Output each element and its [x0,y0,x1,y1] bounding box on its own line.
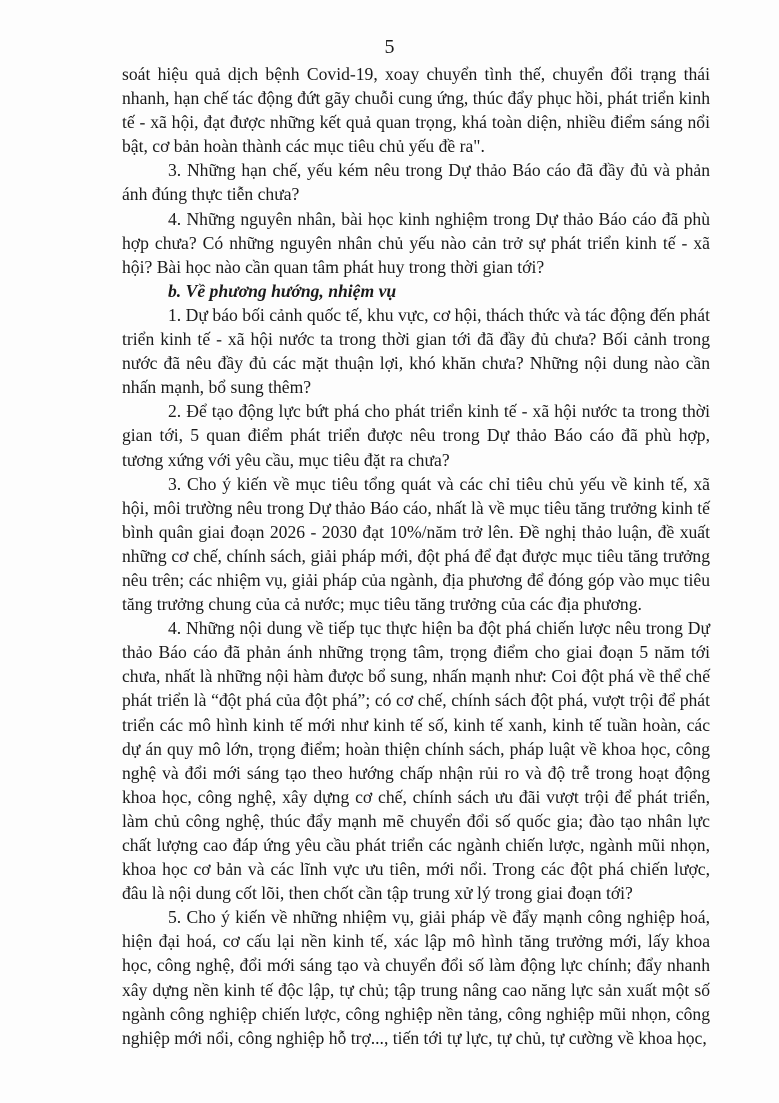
paragraph-industrialization: 5. Cho ý kiến về những nhiệm vụ, giải pháp về đẩy mạnh công nghiệp hoá, hiện đại hoá, cơ cấu lại nền kinh tế, xác lập mô hình tăng trưởng mới, lấy khoa học, công nghệ, đổi mới sáng tạo và chuyển đổi số làm động lực chính; đẩy nhanh xây dựng nền kinh tế độc lập, tự chủ; tập trung nâng cao năng lực sản xuất một số ngành công nghiệp chiến lược, công nghiệp nền tảng, công nghiệp mũi nhọn, công nghiệp mới nổi, công nghiệp hỗ trợ..., tiến tới tự lực, tự chủ, tự cường về khoa học, [122,907,710,1048]
page-number: 5 [384,36,395,58]
paragraph-causes-lessons: 4. Những nguyên nhân, bài học kinh nghiệm trong Dự thảo Báo cáo đã phù hợp chưa? Có những nguyên nhân chủ yếu nào cản trở sự phát triển kinh tế - xã hội? Bài học nào cần quan tâm phát huy trong thời gian tới? [122,208,710,277]
paragraph-limitations: 3. Những hạn chế, yếu kém nêu trong Dự thảo Báo cáo đã đầy đủ và phản ánh đúng thực tiễn chưa? [122,160,710,205]
paragraph-strategic-breakthroughs: 4. Những nội dung về tiếp tục thực hiện ba đột phá chiến lược nêu trong Dự thảo Báo cáo đã phản ánh những trọng tâm, trọng điểm cho giai đoạn 5 năm tới chưa, nhất là những nội hàm được bổ sung, nhấn mạnh như: Coi đột phá về thể chế phát triển là “đột phá của đột phá”; có cơ chế, chính sách đột phá, vượt trội để phát triển các mô hình kinh tế mới như kinh tế số, kinh tế xanh, kinh tế tuần hoàn, các dự án quy mô lớn, trọng điểm; hoàn thiện chính sách, pháp luật về khoa học, công nghệ và đổi mới sáng tạo theo hướng chấp nhận rủi ro và độ trễ trong hoạt động khoa học, công nghệ, xây dựng cơ chế, chính sách ưu đãi vượt trội để phát triển, làm chủ công nghệ, thúc đẩy mạnh mẽ chuyển đổi số quốc gia; đào tạo nhân lực chất lượng cao đáp ứng yêu cầu phát triển các ngành chiến lược, ngành mũi nhọn, khoa học cơ bản và các lĩnh vực ưu tiên, mới nổi. Trong các đột phá chiến lược, đâu là nội dung cốt lõi, then chốt cần tập trung xử lý trong giai đoạn tới? [122,618,710,904]
paragraph-continuation: soát hiệu quả dịch bệnh Covid-19, xoay chuyển tình thế, chuyển đổi trạng thái nhanh, hạn chế tác động đứt gãy chuỗi cung ứng, thúc đẩy phục hồi, phát triển kinh tế - xã hội, đạt được những kết quả quan trọng, khá toàn diện, nhiều điểm sáng nổi bật, cơ bản hoàn thành các mục tiêu chủ yếu đề ra". [122,64,710,157]
paragraph-context-forecast: 1. Dự báo bối cảnh quốc tế, khu vực, cơ hội, thách thức và tác động đến phát triển kinh tế - xã hội nước ta trong thời gian tới đã đầy đủ chưa? Bối cảnh trong nước đã nêu đầy đủ các mặt thuận lợi, khó khăn chưa? Những nội dung nào cần nhấn mạnh, bổ sung thêm? [122,304,710,398]
section-heading-directions: b. Về phương hướng, nhiệm vụ [168,280,397,301]
paragraph-growth-targets: 3. Cho ý kiến về mục tiêu tổng quát và các chỉ tiêu chủ yếu về kinh tế, xã hội, môi trường nêu trong Dự thảo Báo cáo, nhất là về mục tiêu tăng trưởng kinh tế bình quân giai đoạn 2026 - 2030 đạt 10%/năm trở lên. Đề nghị thảo luận, đề xuất những cơ chế, chính sách, giải pháp mới, đột phá để đạt được mục tiêu tăng trưởng nêu trên; các nhiệm vụ, giải pháp của ngành, địa phương để đóng góp vào mục tiêu tăng trưởng chung của cả nước; mục tiêu tăng trưởng của các địa phương. [122,473,710,615]
document-body [122,62,710,1050]
paragraph-development-viewpoints: 2. Để tạo động lực bứt phá cho phát triển kinh tế - xã hội nước ta trong thời gian tới, 5 quan điểm phát triển được nêu trong Dự thảo Báo cáo đã phù hợp, tương xứng với yêu cầu, mục tiêu đặt ra chưa? [122,401,710,470]
